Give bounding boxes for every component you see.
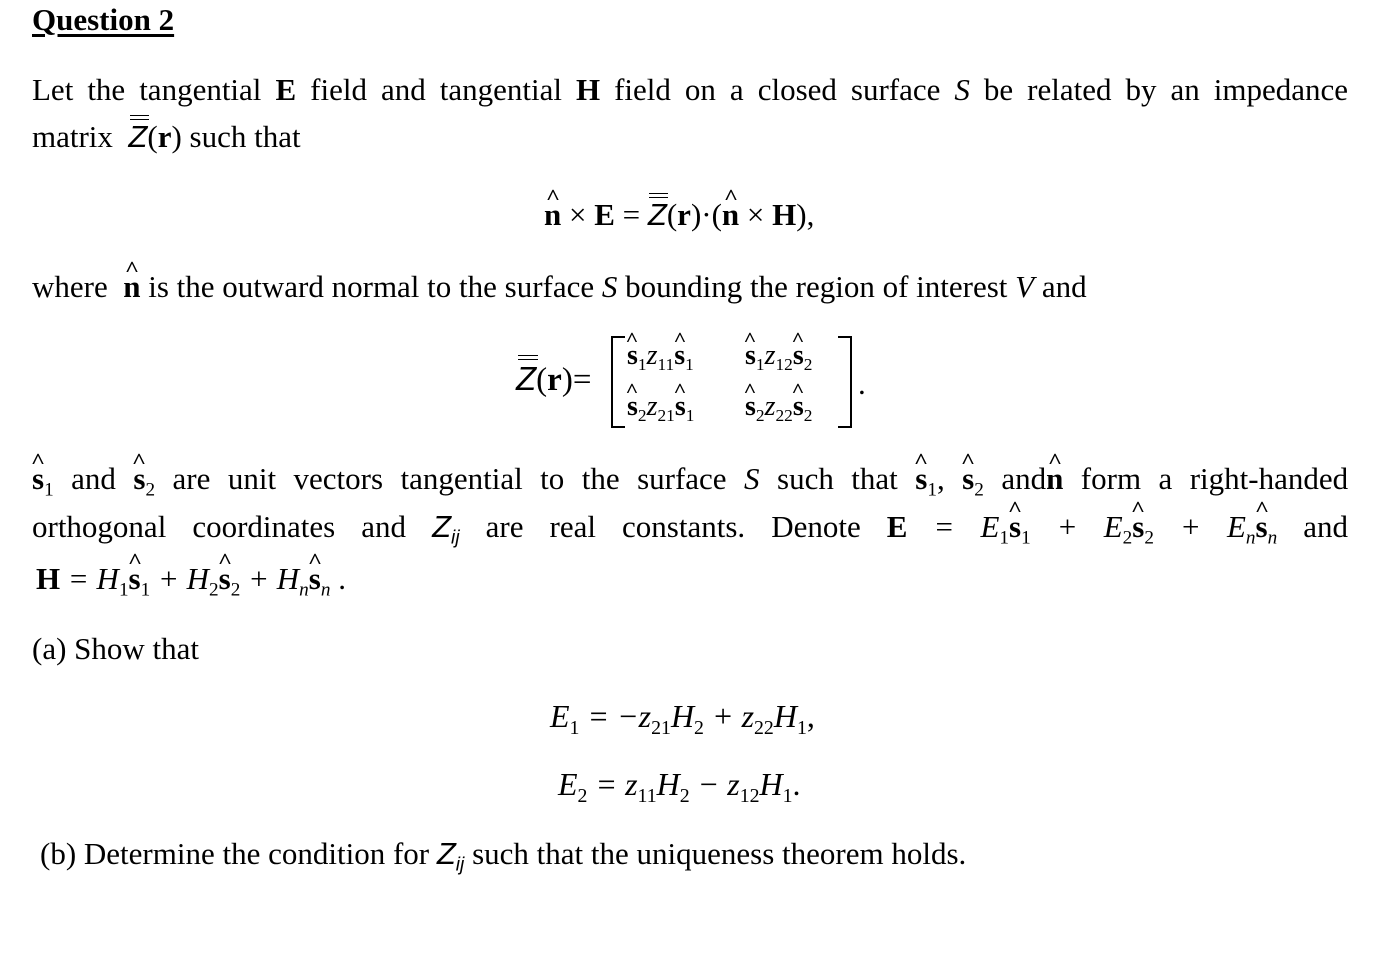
part-a-label: (a) Show that — [32, 631, 200, 666]
matrix-cell-22: ^ $s_2z_{22}\^{}$ $s_2$ — [745, 393, 812, 421]
question-title: Question 2 — [32, 2, 175, 37]
matrix-cell-12: ^ $s_1z_{12}\^{}$ $s_2$ — [745, 342, 812, 370]
para2-line-2: orthogonal coordinates and $Z_{ij}$ are real constants. Denote $E = E_1\^{}$ $s_1$ + $E_2\^{}$ $s_2$ + $E_n\^{}$ $s_n$ and — [32, 511, 1348, 542]
equation-e2: $E_2 = z_{11}H_2 - z_{12}H_1$. — [558, 766, 801, 807]
matrix-cell-21: ^ $s_2z_{21}\^{}$ $s_1$ — [627, 393, 694, 421]
boundary-condition-equation: ^ n × E = Z(r)·(^ n × H), — [544, 199, 814, 230]
para2-line-1: ^ $s_1$ and ^ $s_2$ are unit vectors tangential to the surface S such that ^ $s_1$, ^ $s_2$ and^ n form a right-handed — [32, 463, 1348, 494]
impedance-matrix-lhs: Z(r)= — [516, 360, 592, 398]
intro-line-2: matrix Z(r) such that — [32, 119, 301, 154]
matrix-right-bracket — [838, 336, 852, 428]
intro-line-1: Let the tangential E field and tangential H field on a closed surface S be related by an impedance — [32, 72, 1349, 107]
where-line: where ^ n is the outward normal to the surface S bounding the region of interest V and — [32, 271, 1087, 302]
part-b-text: (b) Determine the condition for $Z_{ij}$ such that the uniqueness theorem holds. — [40, 836, 967, 876]
matrix-left-bracket — [611, 336, 625, 428]
matrix-period: . — [858, 366, 866, 401]
equation-e1: $E_1 = -z_{21}H_2 + z_{22}H_1$, — [550, 698, 815, 739]
para2-line-3: $H = H_1\^{}$ $s_1$ + $H_2\^{}$ $s_2$ + $H_n\^{}$ $s_n$ . — [36, 563, 346, 594]
matrix-cell-11: ^ $s_1z_{11}\^{}$ $s_1$ — [627, 342, 694, 370]
